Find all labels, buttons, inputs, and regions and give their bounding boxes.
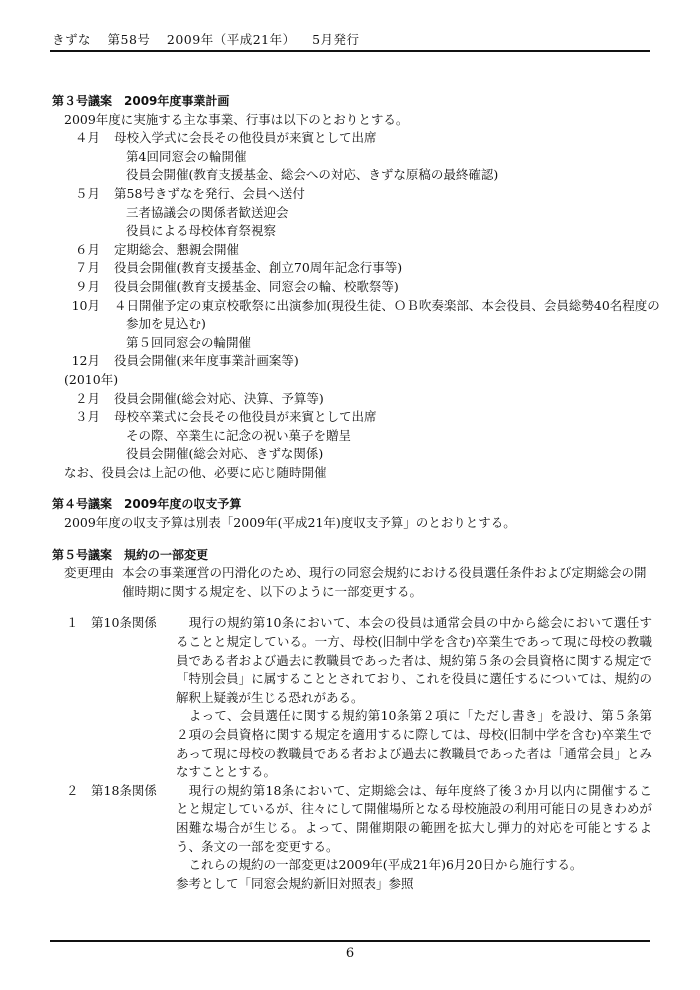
page-header	[52, 30, 372, 48]
article-label: ２ 第18条関係	[66, 782, 157, 798]
section-3-heading: 第３号議案 2009年度事業計画	[52, 94, 230, 108]
plan-text: 参加を見込む)	[126, 316, 206, 332]
plan-text: 第4回同窓会の輪開催	[126, 148, 247, 164]
article-content	[176, 782, 652, 894]
article-paragraph: 現行の規約第10条において、本会の役員は通常会員の中から総会において選任することと規定している。一方、母校(旧制中学を含む)卒業生であって現に母校の教職員である者および過去に教職員であった者は、規約第５条の会員資格に関する規定で「特別会員」に属することとされており、これを役員に選任するについては、規約の解釈上疑義が生じる恐れがある。	[176, 615, 652, 705]
article-paragraph: これらの規約の一部変更は2009年(平成21年)6月20日から施行する。	[176, 857, 583, 873]
change-reason-text: 本会の事業運営の円滑化のため、現行の同窓会規約における役員選任条件および定期総会の開催時期に関する規定を、以下のように一部変更する。	[122, 565, 647, 599]
plan-text: ４日開催予定の東京校歌祭に出演参加(現役生徒、ＯＢ吹奏楽部、本会役員、会員総勢40名程度の	[114, 297, 660, 313]
article-label: １ 第10条関係	[66, 615, 157, 631]
plan-line	[52, 241, 652, 260]
plan-month: ２月	[74, 390, 100, 406]
plan-text: 役員会開催(来年度事業計画案等)	[114, 353, 299, 369]
header-rule	[50, 50, 650, 52]
plan-text: 役員会開催(総会対応、決算、予算等)	[114, 390, 324, 406]
plan-text: 母校卒業式に会長その他役員が来賓として出席	[114, 409, 377, 425]
plan-text: 三者協議会の関係者歓送迎会	[126, 204, 289, 220]
section-4-text: 2009年度の収支予算は別表「2009年(平成21年)度収支予算」のとおりとする。	[64, 515, 516, 531]
document-body	[52, 92, 660, 893]
section-3-plan-list-2010	[52, 390, 652, 464]
change-reason-label: 変更理由	[64, 565, 115, 581]
section-3-plan-list	[52, 129, 660, 371]
plan-line	[52, 166, 652, 185]
plan-line	[52, 445, 652, 464]
page-number: 6	[345, 946, 355, 961]
plan-line	[52, 278, 652, 297]
plan-text: 母校入学式に会長その他役員が来賓として出席	[114, 130, 377, 146]
section-3-closing: なお、役員会は上記の他、必要に応じ随時開催	[64, 464, 327, 480]
plan-month: ５月	[74, 185, 100, 201]
plan-month: 10月	[71, 297, 100, 313]
publish-month: 5月発行	[312, 32, 360, 47]
plan-line	[52, 297, 660, 316]
article-item	[52, 614, 652, 781]
plan-line	[52, 129, 652, 148]
plan-line	[52, 390, 652, 409]
plan-line	[52, 204, 652, 223]
plan-text: 第58号きずなを発行、会員へ送付	[114, 185, 305, 201]
plan-month: ６月	[74, 241, 100, 257]
plan-month: ４月	[74, 130, 100, 146]
article-paragraph: 現行の規約第18条において、定期総会は、毎年度終了後３か月以内に開催することと規定しているが、往々にして開催場所となる母校施設の利用可能日の見きわめが困難な場合が生じる。よって、開催期限の範囲を拡大し弾力的対応を可能とするよう、条文の一部を変更する。	[176, 782, 652, 854]
plan-text: 役員会開催(教育支援基金、同窓会の輪、校歌祭等)	[114, 278, 399, 294]
issue-number: 第58号	[107, 32, 151, 47]
section-3-intro: 2009年度に実施する主な事業、行事は以下のとおりとする。	[64, 111, 409, 127]
plan-text: 第５回同窓会の輪開催	[126, 334, 252, 350]
article-paragraph: よって、会員選任に関する規約第10条第２項に「ただし書き」を設け、第５条第２項の会員資格に関する規定を適用するに際しては、母校(旧制中学を含む)卒業生であって現に母校の教職員である者および過去に教職員であった者は「通常会員」とみなすこととする。	[176, 708, 652, 780]
change-reason	[52, 564, 652, 601]
section-5-heading: 第５号議案 規約の一部変更	[52, 547, 209, 562]
plan-line	[52, 185, 652, 204]
plan-text: 役員会開催(総会対応、きずな関係)	[126, 446, 324, 462]
plan-text: 役員会開催(教育支援基金、創立70周年記念行事等)	[114, 260, 403, 276]
plan-line	[52, 427, 652, 446]
article-paragraph: 参考として「同窓会規約新旧対照表」参照	[176, 875, 414, 891]
plan-text: 役員会開催(教育支援基金、総会への対応、きずな原稿の最終確認)	[126, 167, 499, 183]
year-note: (2010年)	[64, 371, 119, 387]
plan-month: ７月	[74, 260, 100, 276]
plan-line	[52, 334, 652, 353]
article-content	[176, 614, 652, 781]
section-4-heading: 第４号議案 2009年度の収支予算	[52, 497, 242, 512]
plan-month: ９月	[74, 278, 100, 294]
plan-line	[52, 222, 652, 241]
newsletter-title: きずな	[52, 32, 92, 47]
plan-month: ３月	[74, 409, 100, 425]
plan-line	[52, 148, 652, 167]
article-item	[52, 782, 652, 894]
plan-line	[52, 352, 652, 371]
issue-year: 2009年（平成21年）	[166, 32, 296, 47]
plan-line	[52, 259, 652, 278]
article-changes	[52, 614, 652, 893]
plan-line	[52, 315, 652, 334]
plan-line	[52, 408, 652, 427]
plan-text: その際、卒業生に記念の祝い菓子を贈呈	[126, 427, 352, 443]
plan-text: 定期総会、懇親会開催	[114, 241, 240, 257]
plan-month: 12月	[71, 353, 100, 369]
plan-text: 役員による母校体育祭視察	[126, 223, 277, 239]
footer-rule	[50, 940, 650, 942]
